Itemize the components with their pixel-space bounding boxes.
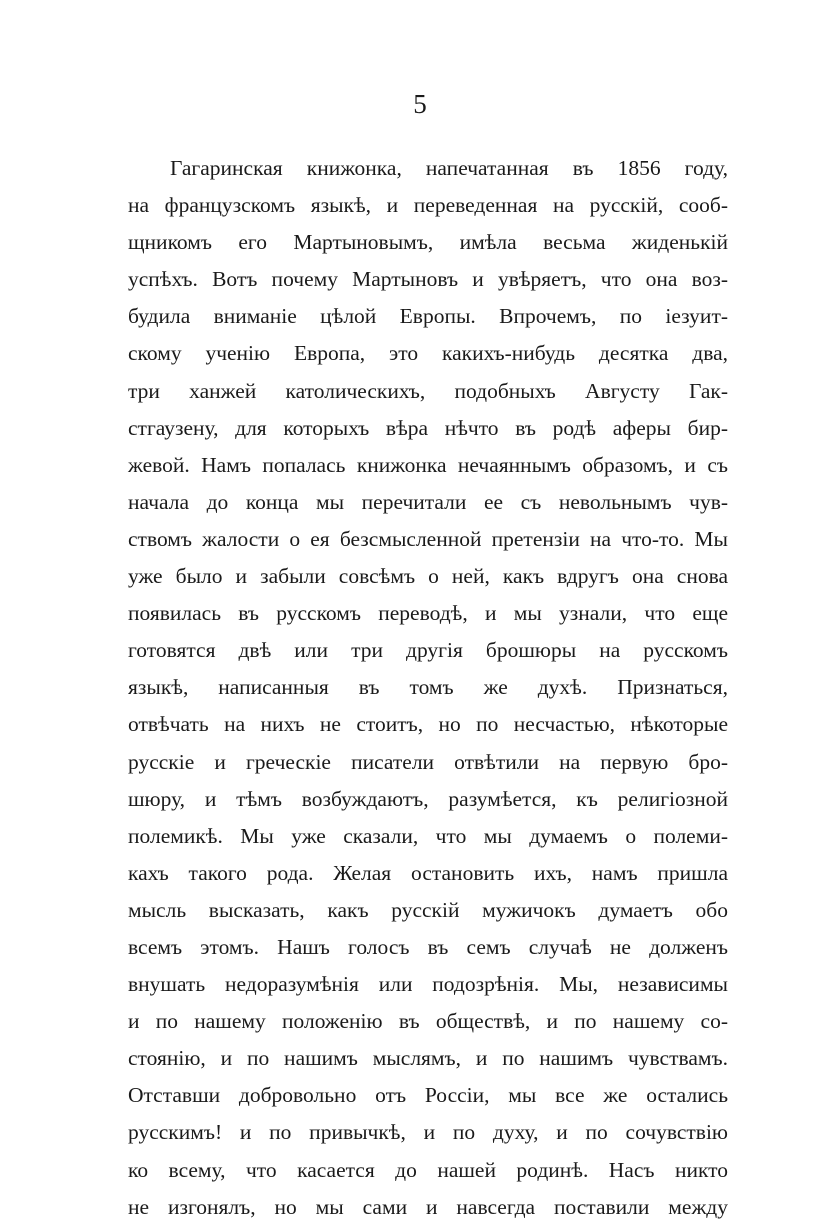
text-line: жевой. Намъ попалась книжонка нечаяннымъ образомъ, и съ	[128, 452, 728, 477]
text-line: Отставши добровольно отъ Россіи, мы все же остались	[128, 1083, 728, 1108]
text-line: кахъ такого рода. Желая остановить ихъ, намъ пришла	[128, 860, 728, 885]
text-line: и по нашему положенію въ обществѣ, и по нашему со-	[128, 1009, 728, 1034]
page-number: 5	[413, 89, 427, 119]
text-line: готовятся двѣ или три другія брошюры на русскомъ	[128, 638, 728, 663]
text-line: мысль высказать, какъ русскій мужичокъ думаетъ обо	[128, 897, 728, 922]
text-line: русскимъ! и по привычкѣ, и по духу, и по сочувствію	[128, 1120, 728, 1145]
body-text	[128, 150, 728, 1226]
text-line: языкѣ, написанныя въ томъ же духѣ. Признаться,	[128, 675, 728, 700]
text-line: ствомъ жалости о ея безсмысленной претензіи на что-то. Мы	[128, 526, 728, 551]
text-line: внушать недоразумѣнія или подозрѣнія. Мы, независимы	[128, 972, 728, 997]
text-line: полемикѣ. Мы уже сказали, что мы думаемъ о полеми-	[128, 823, 728, 848]
text-line: стгаузену, для которыхъ вѣра нѣчто въ родѣ аферы бир-	[128, 415, 728, 440]
text-line: шюру, и тѣмъ возбуждаютъ, разумѣется, къ религіозной	[128, 786, 728, 811]
text-line: на французскомъ языкѣ, и переведенная на русскій, сооб-	[128, 193, 728, 218]
text-line: три ханжей католическихъ, подобныхъ Августу Гак-	[128, 378, 728, 403]
text-line: начала до конца мы перечитали ее съ невольнымъ чув-	[128, 489, 728, 514]
text-line: отвѣчать на нихъ не стоитъ, но по несчастью, нѣкоторые	[128, 712, 728, 737]
text-line: успѣхъ. Вотъ почему Мартыновъ и увѣряетъ, что она воз-	[128, 267, 728, 292]
text-line: русскіе и греческіе писатели отвѣтили на первую бро-	[128, 749, 728, 774]
text-line: Гагаринская книжонка, напечатанная въ 1856 году,	[170, 156, 728, 180]
text-line: будила вниманіе цѣлой Европы. Впрочемъ, по іезуит-	[128, 304, 728, 329]
text-line: скому ученію Европа, это какихъ-нибудь десятка два,	[128, 341, 728, 366]
text-line: всемъ этомъ. Нашъ голосъ въ семъ случаѣ не долженъ	[128, 934, 728, 959]
text-line: ко всему, что касается до нашей родинѣ. Насъ никто	[128, 1157, 728, 1182]
text-line: появилась въ русскомъ переводѣ, и мы узнали, что еще	[128, 601, 728, 626]
text-line: уже было и забыли совсѣмъ о ней, какъ вдругъ она снова	[128, 564, 728, 589]
text-line: не изгонялъ, но мы сами и навсегда поставили между	[128, 1194, 728, 1219]
text-line: щникомъ его Мартыновымъ, имѣла весьма жиденькій	[128, 230, 728, 255]
text-line: стоянію, и по нашимъ мыслямъ, и по нашимъ чувствамъ.	[128, 1046, 728, 1071]
